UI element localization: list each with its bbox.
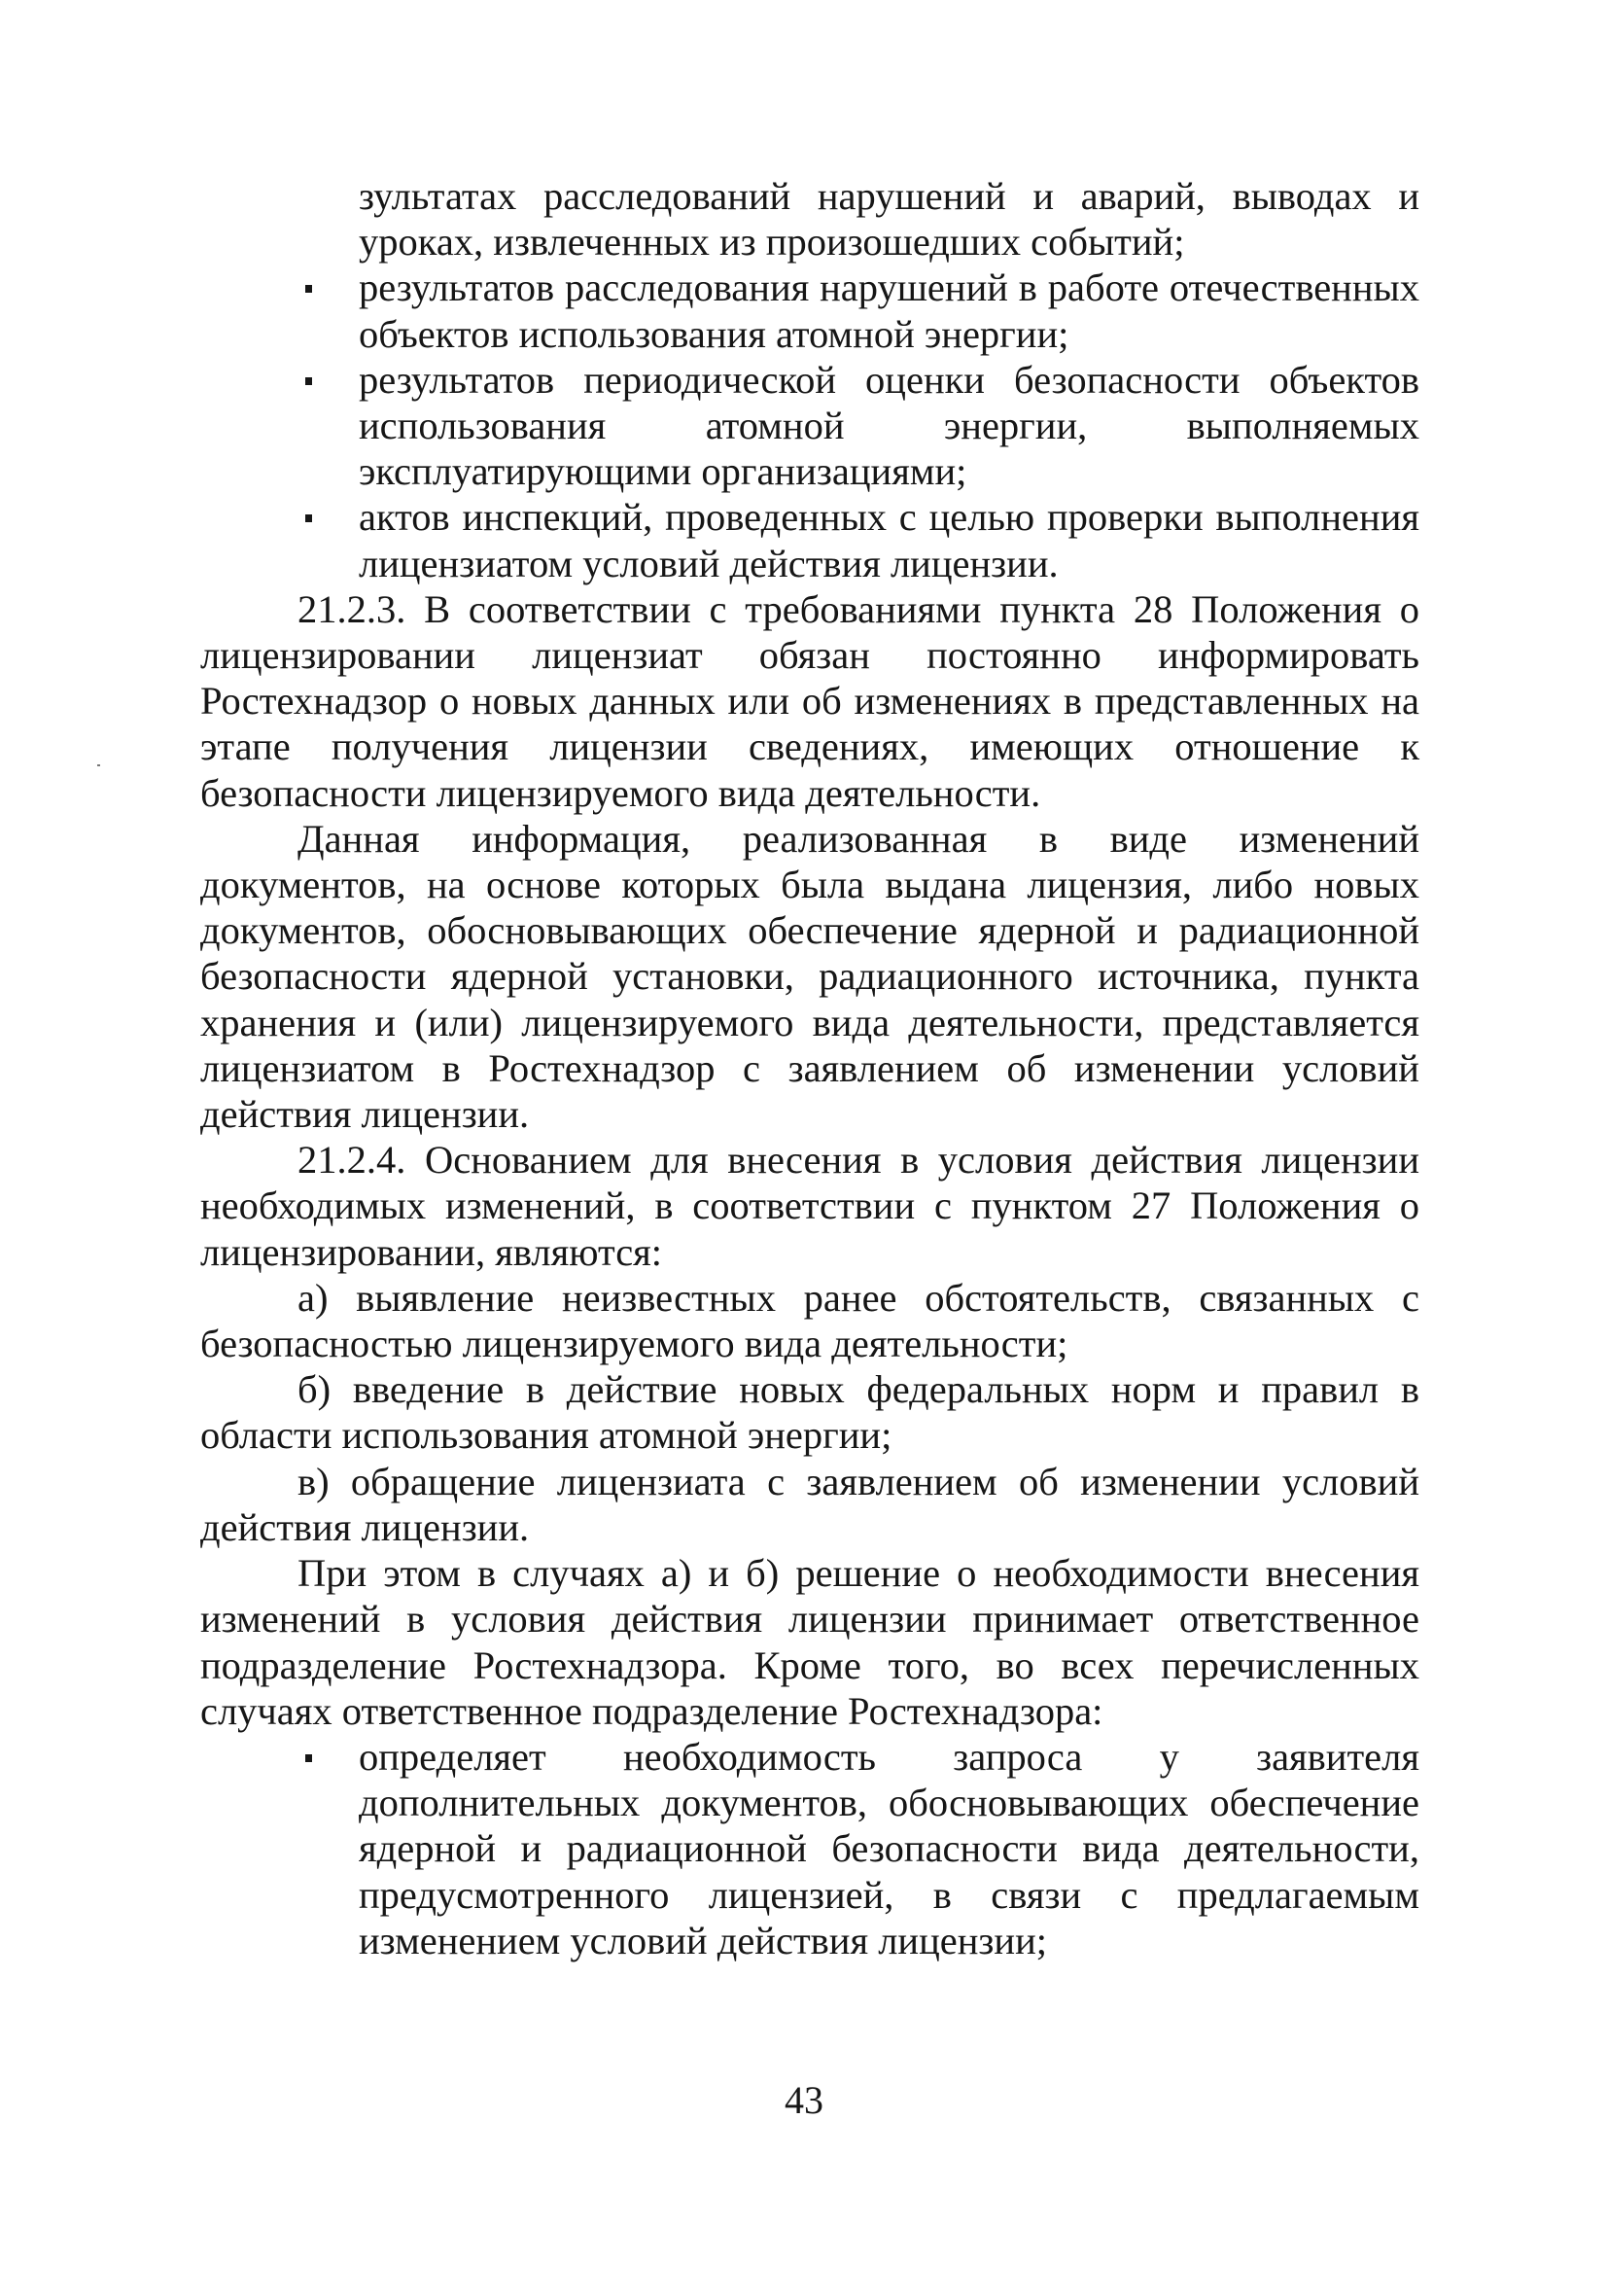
list-item-continuation: зультатах расследований нарушений и аварий, выводах и уроках, извлеченных из произошедших событий; — [359, 174, 1419, 265]
list-item: актов инспекций, проведенных с целью проверки выполнения лицензиатом условий действия лицензии. — [359, 495, 1419, 585]
list-item: результатов периодической оценки безопасности объектов использования атомной энергии, выполняемых эксплуатирующими организациями; — [359, 357, 1419, 494]
paragraph-21-2-4: 21.2.4. Основанием для внесения в условия действия лицензии необходимых изменений, в соответствии с пунктом 27 Положения о лицензировании, являются: — [200, 1138, 1419, 1274]
list-item-b: б) введение в действие новых федеральных норм и правил в области использования атомной энергии; — [200, 1367, 1419, 1458]
bullet-list-top — [200, 265, 1419, 585]
list-item-v: в) обращение лицензиата с заявлением об изменении условий действия лицензии. — [200, 1459, 1419, 1549]
list-item: определяет необходимость запроса у заявителя дополнительных документов, обосновывающих обеспечение ядерной и радиационной безопасности вида деятельности, предусмотренного лицензией, в связи с предлагаемым изменением условий действия лицензии; — [359, 1734, 1419, 1962]
scan-speck — [97, 764, 100, 766]
paragraph-info: Данная информация, реализованная в виде изменений документов, на основе которых была выдана лицензия, либо новых документов, обосновывающих обеспечение ядерной и радиационной безопасности ядерной установки, радиационного источника, пункта хранения и (или) лицензируемого вида деятельности, представляется лицензиатом в Ростехнадзор с заявлением об изменении условий действия лицензии. — [200, 816, 1419, 1137]
document-page — [200, 173, 1419, 1963]
bullet-list-bottom — [200, 1734, 1419, 1963]
page-number: 43 — [785, 2078, 823, 2122]
paragraph-21-2-3: 21.2.3. В соответствии с требованиями пункта 28 Положения о лицензировании лицензиат обязан постоянно информировать Ростехнадзор о новых данных или об изменениях в представленных на этапе получения лицензии сведениях, имеющих отношение к безопасности лицензируемого вида деятельности. — [200, 586, 1419, 815]
list-item: результатов расследования нарушений в работе отечественных объектов использования атомной энергии; — [359, 265, 1419, 356]
paragraph-pri-etom: При этом в случаях а) и б) решение о необходимости внесения изменений в условия действия лицензии принимает ответственное подразделение Ростехнадзора. Кроме того, во всех перечисленных случаях ответственное подразделение Ростехнадзора: — [200, 1551, 1419, 1733]
list-item-a: а) выявление неизвестных ранее обстоятельств, связанных с безопасностью лицензируемого вида деятельности; — [200, 1275, 1419, 1366]
